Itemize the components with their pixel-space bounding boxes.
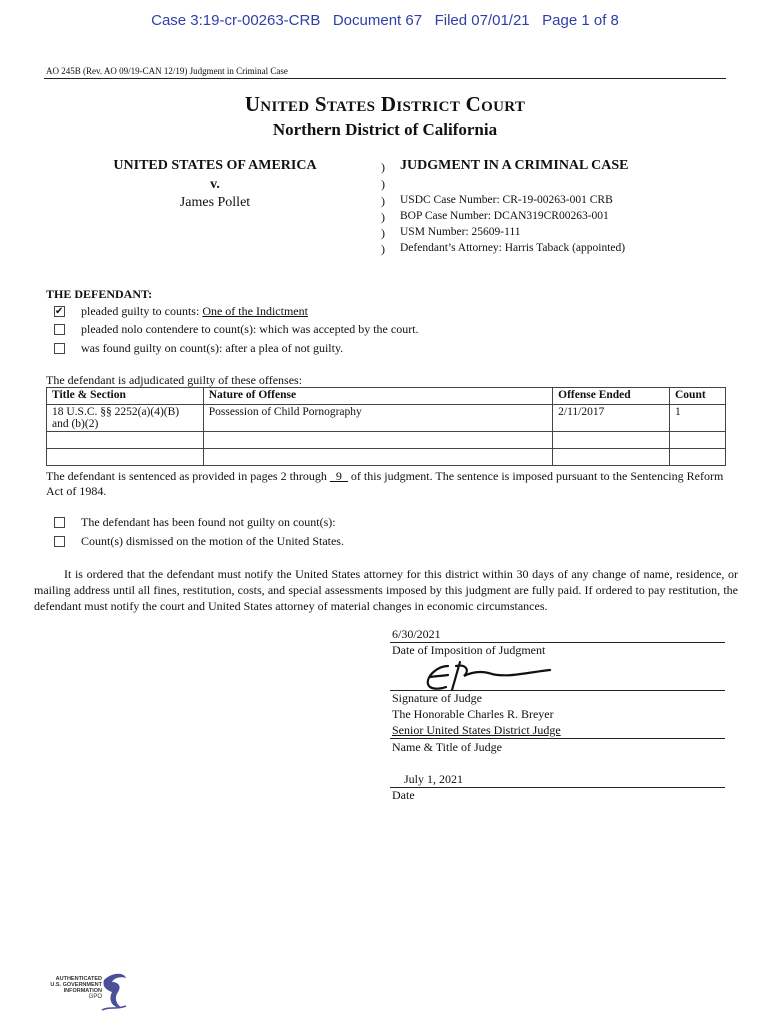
court-title: United States District Court — [244, 92, 526, 116]
imposition-date: 6/30/2021 — [392, 627, 441, 641]
disposition-dismissed — [54, 534, 344, 549]
dismissed-checkbox[interactable] — [54, 536, 65, 547]
cell-count — [670, 449, 726, 466]
judge-name: The Honorable Charles R. Breyer — [392, 707, 554, 721]
judgment-title: JUDGMENT IN A CRIMINAL CASE — [400, 158, 629, 173]
plaintiff-name: UNITED STATES OF AMERICA — [113, 158, 317, 173]
name-title-label: Name & Title of Judge — [392, 740, 502, 754]
judge-signature-icon — [420, 660, 570, 692]
usdc-case-number: USDC Case Number: CR-19-00263-001 CRB — [400, 194, 613, 206]
versus-label: v. — [210, 177, 220, 192]
caption-paren: ) — [381, 226, 385, 240]
seal-line: AUTHENTICATED — [55, 976, 102, 982]
col-header-offense-ended: Offense Ended — [553, 388, 670, 405]
cell-offense-ended: 2/11/2017 — [553, 405, 670, 432]
signature-date: July 1, 2021 — [404, 772, 464, 786]
usm-number: USM Number: 25609-111 — [400, 226, 521, 238]
sentence-pre: The defendant is sentenced as provided in pages 2 through — [46, 469, 330, 483]
not-guilty-checkbox[interactable] — [54, 517, 65, 528]
filing-stamp: Case 3:19-cr-00263-CRB Document 67 Filed 07/01/21 Page 1 of 8 — [151, 12, 619, 29]
check-mark-icon: ✔ — [55, 306, 64, 317]
plea-nolo-checkbox[interactable] — [54, 324, 65, 335]
caption-paren: ) — [381, 194, 385, 208]
table-row — [47, 432, 726, 449]
offenses-intro: The defendant is adjudicated guilty of these offenses: — [46, 373, 303, 387]
sentence-pages — [330, 469, 348, 483]
seal-line: INFORMATION — [63, 988, 102, 994]
cell-title-section — [47, 432, 204, 449]
caption-paren: ) — [381, 242, 385, 256]
cell-offense-ended — [553, 449, 670, 466]
plea-option-guilty — [54, 304, 308, 319]
cell-offense-ended — [553, 432, 670, 449]
found-guilty-checkbox[interactable] — [54, 343, 65, 354]
sentence-page-count: 9 — [335, 469, 342, 483]
court-district: Northern District of California — [272, 120, 498, 139]
cell-title-section — [47, 449, 204, 466]
cell-nature — [203, 432, 552, 449]
col-header-count: Count — [670, 388, 726, 405]
sentence-post: of this judgment. The sentence is imposed pursuant to the Sentencing Reform Act of 1984. — [46, 469, 724, 498]
gpo-authentication-seal — [44, 970, 134, 1014]
cell-count: 1 — [670, 405, 726, 432]
signature-rule — [390, 738, 725, 739]
table-row — [47, 449, 726, 466]
table-header-row — [47, 388, 726, 405]
caption-paren: ) — [381, 177, 385, 191]
seal-text — [44, 976, 102, 1000]
notice-paragraph — [34, 566, 738, 614]
cell-nature — [203, 449, 552, 466]
seal-line: GPO — [88, 994, 102, 1000]
col-header-title-section: Title & Section — [47, 388, 204, 405]
found-guilty-label: was found guilty on count(s): after a plea of not guilty. — [81, 341, 344, 355]
signature-label: Signature of Judge — [392, 691, 482, 705]
plea-guilty-counts: One of the Indictment — [202, 304, 308, 318]
imposition-date-label: Date of Imposition of Judgment — [392, 643, 546, 657]
plea-guilty-checkbox[interactable] — [54, 306, 65, 317]
cell-title-section: 18 U.S.C. §§ 2252(a)(4)(B) and (b)(2) — [47, 405, 204, 432]
seal-line: U.S. GOVERNMENT — [50, 982, 102, 988]
plea-guilty-label: pleaded guilty to counts: — [81, 304, 203, 318]
col-header-nature: Nature of Offense — [203, 388, 552, 405]
plea-option-nolo — [54, 322, 419, 337]
caption-paren: ) — [381, 210, 385, 224]
dismissed-label: Count(s) dismissed on the motion of the United States. — [81, 534, 344, 548]
caption-paren: ) — [381, 160, 385, 174]
eagle-icon — [100, 970, 130, 1014]
cell-nature: Possession of Child Pornography — [203, 405, 552, 432]
offenses-table — [46, 387, 726, 466]
sentence-statement — [46, 469, 726, 499]
form-divider — [44, 78, 726, 79]
notice-text: It is ordered that the defendant must notify the United States attorney for this district within 30 days of any change of name, residence, or mailing address until all fines, restitution, costs, and special assessments imposed by this judgment are fully paid. If ordered to pay restitution, the defendant must notify the court and United States attorney of material changes in economic circumstances. — [34, 567, 738, 613]
defendant-attorney: Defendant’s Attorney: Harris Taback (appointed) — [400, 242, 626, 254]
plea-nolo-label: pleaded nolo contendere to count(s): which was accepted by the court. — [81, 322, 419, 336]
defendant-name: James Pollet — [179, 195, 251, 210]
table-row — [47, 405, 726, 432]
signature-rule — [390, 787, 725, 788]
cell-count — [670, 432, 726, 449]
form-identifier: AO 245B (Rev. AO 09/19-CAN 12/19) Judgment in Criminal Case — [46, 66, 288, 76]
date-label: Date — [392, 788, 415, 802]
disposition-not-guilty — [54, 515, 336, 530]
not-guilty-label: The defendant has been found not guilty on count(s): — [81, 515, 336, 529]
defendant-heading: THE DEFENDANT: — [46, 287, 153, 301]
bop-case-number: BOP Case Number: DCAN319CR00263-001 — [400, 210, 609, 222]
judge-title: Senior United States District Judge — [392, 723, 561, 737]
plea-option-found-guilty — [54, 341, 343, 356]
